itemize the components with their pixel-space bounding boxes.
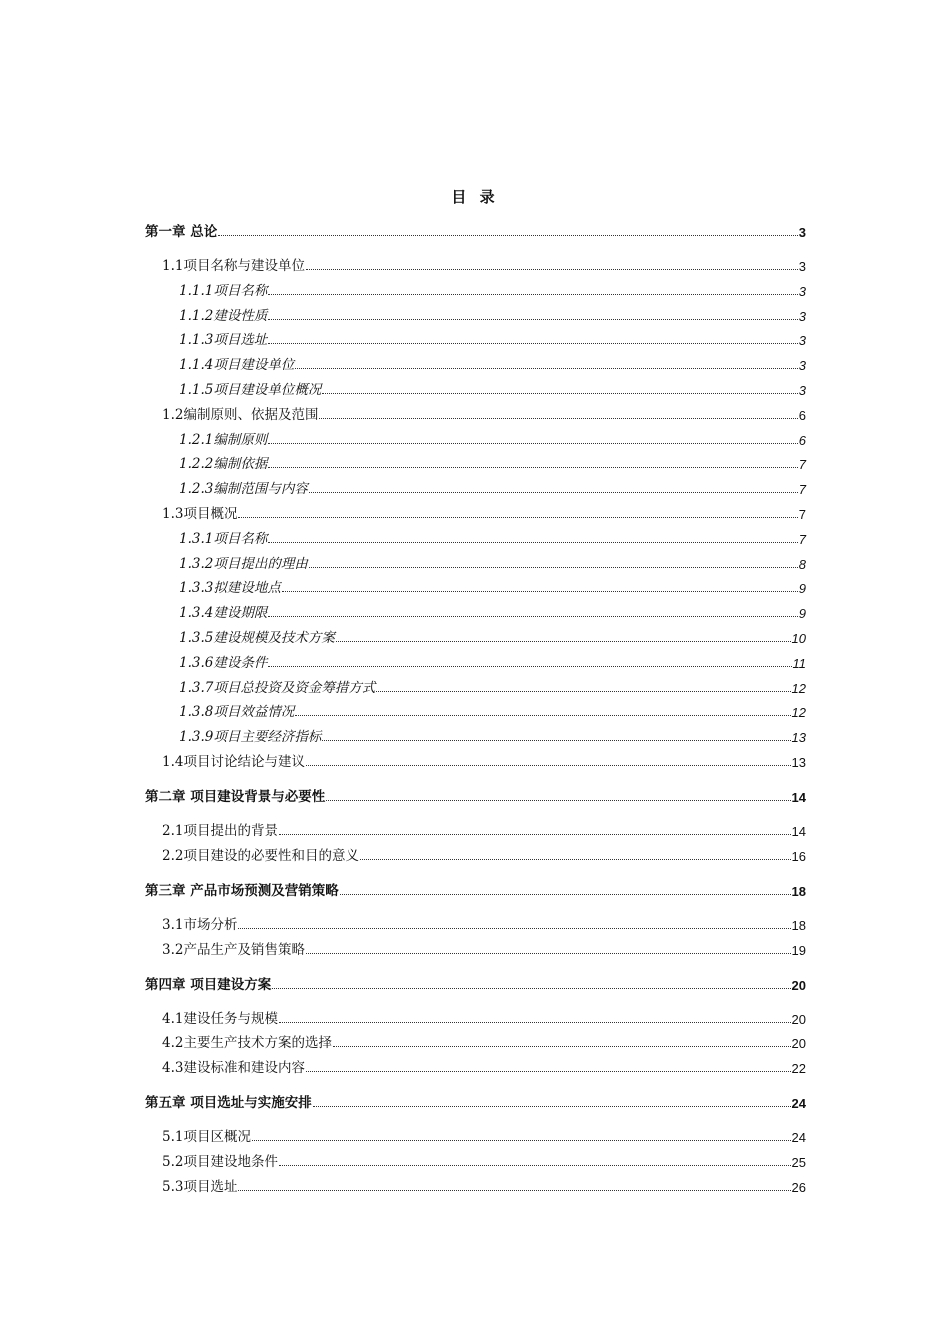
toc-entry-label: 4.1建设任务与规模: [162, 1011, 278, 1027]
toc-entry-page: 6: [798, 408, 806, 423]
toc-entry-label: 第四章 项目建设方案: [145, 977, 272, 993]
toc-entry[interactable]: [162, 256, 806, 274]
toc-entry-label: 1.3.5建设规模及技术方案: [179, 630, 335, 646]
toc-entry-label: 1.3.2项目提出的理由: [179, 556, 308, 572]
toc-entry-page: 9: [798, 581, 806, 596]
dot-leader: [306, 268, 798, 270]
toc-entry-page: 11: [792, 656, 806, 671]
dot-leader: [322, 392, 797, 394]
dot-leader: [309, 566, 798, 568]
dot-leader: [268, 442, 797, 444]
toc-entry[interactable]: [145, 881, 806, 899]
dot-leader: [326, 799, 790, 801]
toc-entry-page: 24: [791, 1096, 806, 1111]
toc-entry[interactable]: [162, 1033, 806, 1051]
toc-entry-page: 18: [791, 918, 806, 933]
dot-leader: [322, 739, 790, 741]
toc-entry[interactable]: [162, 504, 806, 522]
toc-entry-page: 13: [791, 755, 806, 770]
toc-entry-label: 1.1.4项目建设单位: [179, 357, 295, 373]
dot-leader: [336, 640, 791, 642]
toc-entry-label: 3.2产品生产及销售策略: [162, 942, 305, 958]
toc-entry[interactable]: [179, 702, 806, 720]
dot-leader: [279, 1164, 791, 1166]
toc-entry[interactable]: [162, 1177, 806, 1195]
dot-leader: [268, 615, 797, 617]
toc-entry[interactable]: [145, 787, 806, 805]
toc-entry-label: 1.3.1项目名称: [179, 531, 268, 547]
dot-leader: [272, 987, 790, 989]
toc-entry[interactable]: [179, 380, 806, 398]
dot-leader: [333, 1045, 791, 1047]
toc-entry-label: 4.3建设标准和建设内容: [162, 1060, 305, 1076]
dot-leader: [360, 858, 791, 860]
dot-leader: [268, 342, 797, 344]
toc-entry-label: 1.3.9项目主要经济指标: [179, 729, 322, 745]
dot-leader: [268, 318, 797, 320]
toc-entry[interactable]: [162, 846, 806, 864]
toc-entry[interactable]: [162, 940, 806, 958]
toc-entry-page: 20: [791, 1036, 806, 1051]
toc-entry-page: 3: [798, 225, 806, 240]
toc-entry-label: 3.1市场分析: [162, 917, 238, 933]
toc-entry-label: 5.2项目建设地条件: [162, 1154, 278, 1170]
toc-entry[interactable]: [162, 915, 806, 933]
dot-leader: [268, 466, 797, 468]
toc-entry-label: 1.1.2建设性质: [179, 308, 268, 324]
toc-entry-page: 8: [798, 557, 806, 572]
toc-entry-page: 12: [791, 681, 806, 696]
toc-entry-label: 1.1.3项目选址: [179, 332, 268, 348]
toc-entry[interactable]: [179, 727, 806, 745]
dot-leader: [282, 590, 798, 592]
toc-entry-page: 26: [791, 1180, 806, 1195]
toc-entry-page: 3: [798, 259, 806, 274]
toc-entry-page: 7: [798, 507, 806, 522]
toc-entry[interactable]: [179, 678, 806, 696]
dot-leader: [268, 541, 797, 543]
toc-entry[interactable]: [179, 330, 806, 348]
dot-leader: [295, 714, 790, 716]
toc-entry[interactable]: [179, 653, 806, 671]
toc-entry[interactable]: [145, 975, 806, 993]
toc-entry[interactable]: [179, 554, 806, 572]
toc-entry-label: 5.1项目区概况: [162, 1129, 251, 1145]
toc-entry[interactable]: [162, 1152, 806, 1170]
toc-entry-page: 24: [791, 1130, 806, 1145]
toc-entry[interactable]: [162, 405, 806, 423]
toc-entry-label: 1.1.1项目名称: [179, 283, 268, 299]
toc-entry-label: 1.3.3拟建设地点: [179, 580, 281, 596]
toc-entry-label: 1.3.6建设条件: [179, 655, 268, 671]
toc-entry[interactable]: [162, 1058, 806, 1076]
dot-leader: [295, 367, 797, 369]
toc-entry-page: 3: [798, 309, 806, 324]
toc-entry[interactable]: [162, 1009, 806, 1027]
toc-entry-label: 第三章 产品市场预测及营销策略: [145, 883, 339, 899]
toc-entry-page: 3: [798, 284, 806, 299]
toc-entry[interactable]: [179, 479, 806, 497]
toc-entry-page: 3: [798, 383, 806, 398]
toc-entry-label: 4.2主要生产技术方案的选择: [162, 1035, 332, 1051]
toc-title: 目 录: [451, 188, 499, 206]
toc-entry-page: 19: [791, 943, 806, 958]
toc-entry-page: 12: [791, 705, 806, 720]
dot-leader: [238, 516, 797, 518]
dot-leader: [279, 833, 791, 835]
toc-entry[interactable]: [179, 603, 806, 621]
dot-leader: [218, 234, 798, 236]
toc-entry[interactable]: [179, 306, 806, 324]
toc-entry[interactable]: [179, 529, 806, 547]
toc-entry-label: 1.1项目名称与建设单位: [162, 258, 305, 274]
toc-entry-page: 14: [791, 790, 806, 805]
toc-entry-page: 10: [791, 631, 806, 646]
toc-entry-label: 1.2编制原则、依据及范围: [162, 407, 319, 423]
toc-entry-label: 1.3项目概况: [162, 506, 238, 522]
toc-entry-label: 第五章 项目选址与实施安排: [145, 1095, 312, 1111]
toc-entry-page: 13: [791, 730, 806, 745]
toc-entry-label: 第二章 项目建设背景与必要性: [145, 789, 326, 805]
dot-leader: [306, 764, 791, 766]
dot-leader: [376, 690, 790, 692]
toc-entry-label: 1.1.5项目建设单位概况: [179, 382, 322, 398]
dot-leader: [279, 1021, 791, 1023]
toc-entry[interactable]: [145, 222, 806, 240]
toc-entry[interactable]: [162, 752, 806, 770]
toc-entry-label: 1.3.8项目效益情况: [179, 704, 295, 720]
toc-entry-label: 1.2.1编制原则: [179, 432, 268, 448]
toc-entry-page: 20: [791, 1012, 806, 1027]
dot-leader: [340, 893, 791, 895]
toc-entry-label: 1.3.7项目总投资及资金筹措方式: [179, 680, 376, 696]
toc-entry[interactable]: [162, 821, 806, 839]
toc-entry-label: 1.2.3编制范围与内容: [179, 481, 308, 497]
dot-leader: [309, 491, 798, 493]
toc-entry-page: 7: [798, 457, 806, 472]
toc-entry-page: 18: [791, 884, 806, 899]
toc-entry-label: 1.3.4建设期限: [179, 605, 268, 621]
toc-entry-label: 1.4项目讨论结论与建议: [162, 754, 305, 770]
dot-leader: [319, 417, 797, 419]
toc-entry-label: 第一章 总论: [145, 224, 218, 240]
dot-leader: [252, 1139, 791, 1141]
toc-entry-page: 16: [791, 849, 806, 864]
toc-entry[interactable]: [179, 281, 806, 299]
toc-entry-page: 7: [798, 482, 806, 497]
toc-entry-page: 3: [798, 333, 806, 348]
toc-entry-page: 3: [798, 358, 806, 373]
toc-entry-label: 1.2.2编制依据: [179, 456, 268, 472]
dot-leader: [306, 952, 791, 954]
toc-entry[interactable]: [179, 628, 806, 646]
dot-leader: [268, 293, 797, 295]
toc-entry[interactable]: [179, 454, 806, 472]
dot-leader: [268, 665, 791, 667]
dot-leader: [238, 927, 790, 929]
toc-entry[interactable]: [162, 1127, 806, 1145]
dot-leader: [238, 1189, 790, 1191]
toc-entry-page: 6: [798, 433, 806, 448]
dot-leader: [306, 1070, 791, 1072]
toc-entry-page: 22: [791, 1061, 806, 1076]
toc-entry[interactable]: [179, 355, 806, 373]
toc-entry[interactable]: [145, 1093, 806, 1111]
toc-entry[interactable]: [179, 430, 806, 448]
toc-entry-page: 7: [798, 532, 806, 547]
toc-entry-page: 9: [798, 606, 806, 621]
toc-entry-label: 2.2项目建设的必要性和目的意义: [162, 848, 359, 864]
dot-leader: [313, 1105, 791, 1107]
toc-entry[interactable]: [179, 578, 806, 596]
toc-entry-page: 14: [791, 824, 806, 839]
toc-entry-page: 20: [791, 978, 806, 993]
toc-entry-label: 2.1项目提出的背景: [162, 823, 278, 839]
toc-entry-label: 5.3项目选址: [162, 1179, 238, 1195]
toc-entry-page: 25: [791, 1155, 806, 1170]
